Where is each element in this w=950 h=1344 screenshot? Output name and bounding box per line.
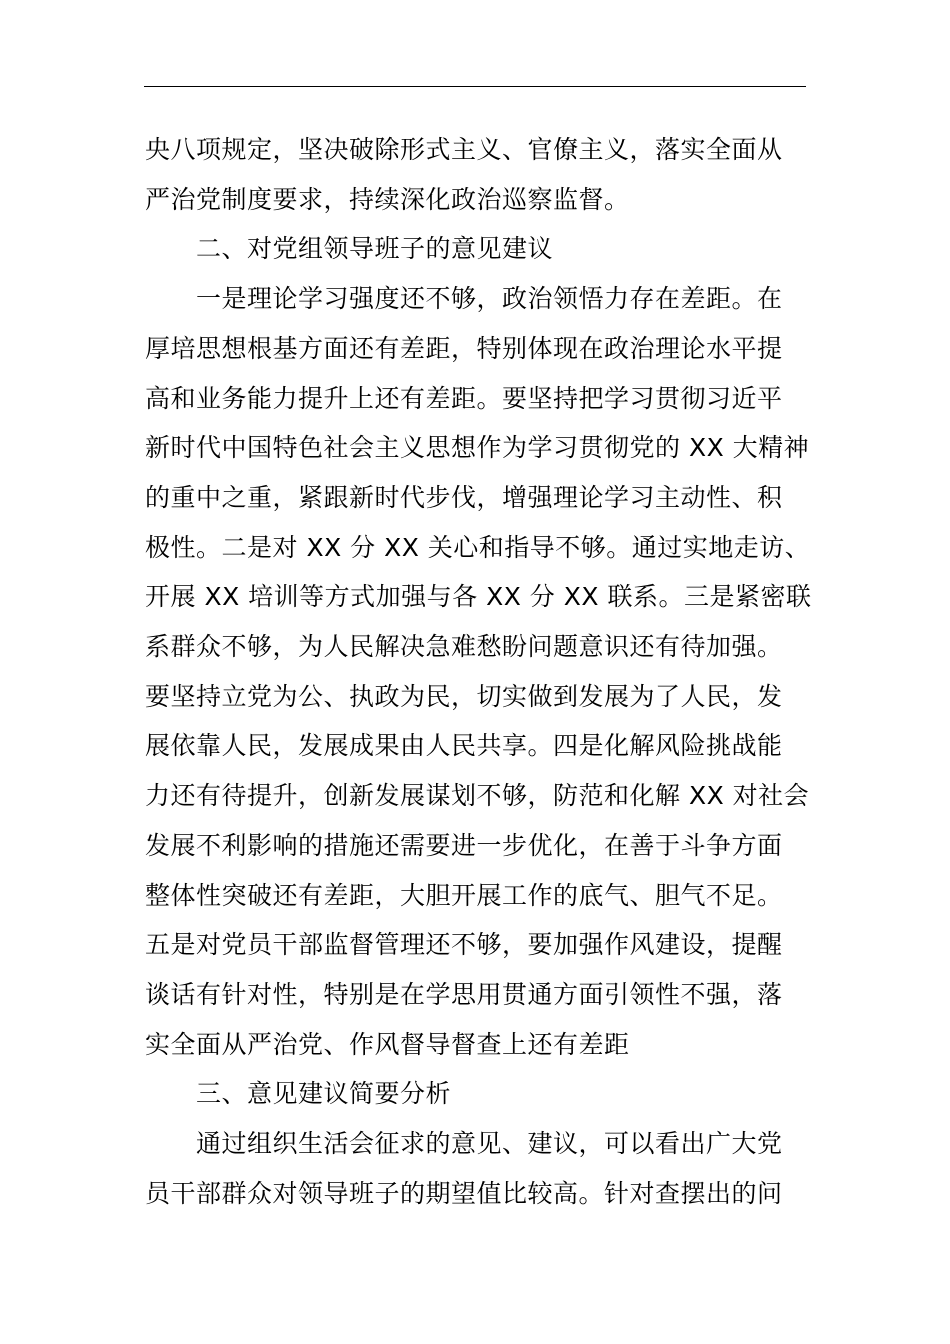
body-line: 五是对党员干部监督管理还不够，要加强作风建设，提醒 [145, 930, 783, 960]
body-line: 系群众不够，为人民解决急难愁盼问题意识还有待加强。 [145, 632, 783, 661]
body-line: 员干部群众对领导班子的期望值比较高。针对查摆出的问 [145, 1178, 783, 1208]
body-line: 谈话有针对性，特别是在学思用贯通方面引领性不强，落 [145, 979, 783, 1009]
body-line: 新时代中国特色社会主义思想作为学习贯彻党的 XX 大精神 [145, 433, 810, 463]
body-line: 的重中之重，紧跟新时代步伐，增强理论学习主动性、积 [145, 482, 783, 512]
body-line: 高和业务能力提升上还有差距。要坚持把学习贯彻习近平 [145, 383, 783, 413]
body-line: 力还有待提升，创新发展谋划不够，防范和化解 XX 对社会 [145, 781, 810, 811]
section-heading-2: 二、对党组领导班子的意见建议 [196, 234, 554, 264]
body-line: 展依靠人民，发展成果由人民共享。四是化解风险挑战能 [145, 731, 783, 761]
header-divider [144, 86, 806, 87]
body-line: 实全面从严治党、作风督导督查上还有差距 [145, 1029, 630, 1059]
section-heading-3: 三、意见建议简要分析 [196, 1079, 452, 1109]
body-line: 极性。二是对 XX 分 XX 关心和指导不够。通过实地走访、 [145, 532, 811, 562]
body-line: 严治党制度要求，持续深化政治巡察监督。 [145, 184, 630, 214]
paragraph-first-line: 通过组织生活会征求的意见、建议，可以看出广大党 [196, 1129, 783, 1158]
body-line: 厚培思想根基方面还有差距，特别体现在政治理论水平提 [145, 333, 783, 363]
body-line: 开展 XX 培训等方式加强与各 XX 分 XX 联系。三是紧密联 [145, 582, 812, 612]
body-line: 要坚持立党为公、执政为民，切实做到发展为了人民，发 [145, 681, 783, 711]
body-line: 整体性突破还有差距，大胆开展工作的底气、胆气不足。 [145, 880, 783, 910]
paragraph-first-line: 一是理论学习强度还不够，政治领悟力存在差距。在 [196, 284, 783, 314]
body-line: 发展不利影响的措施还需要进一步优化，在善于斗争方面 [145, 830, 783, 860]
body-line: 央八项规定，坚决破除形式主义、官僚主义，落实全面从 [145, 135, 783, 164]
